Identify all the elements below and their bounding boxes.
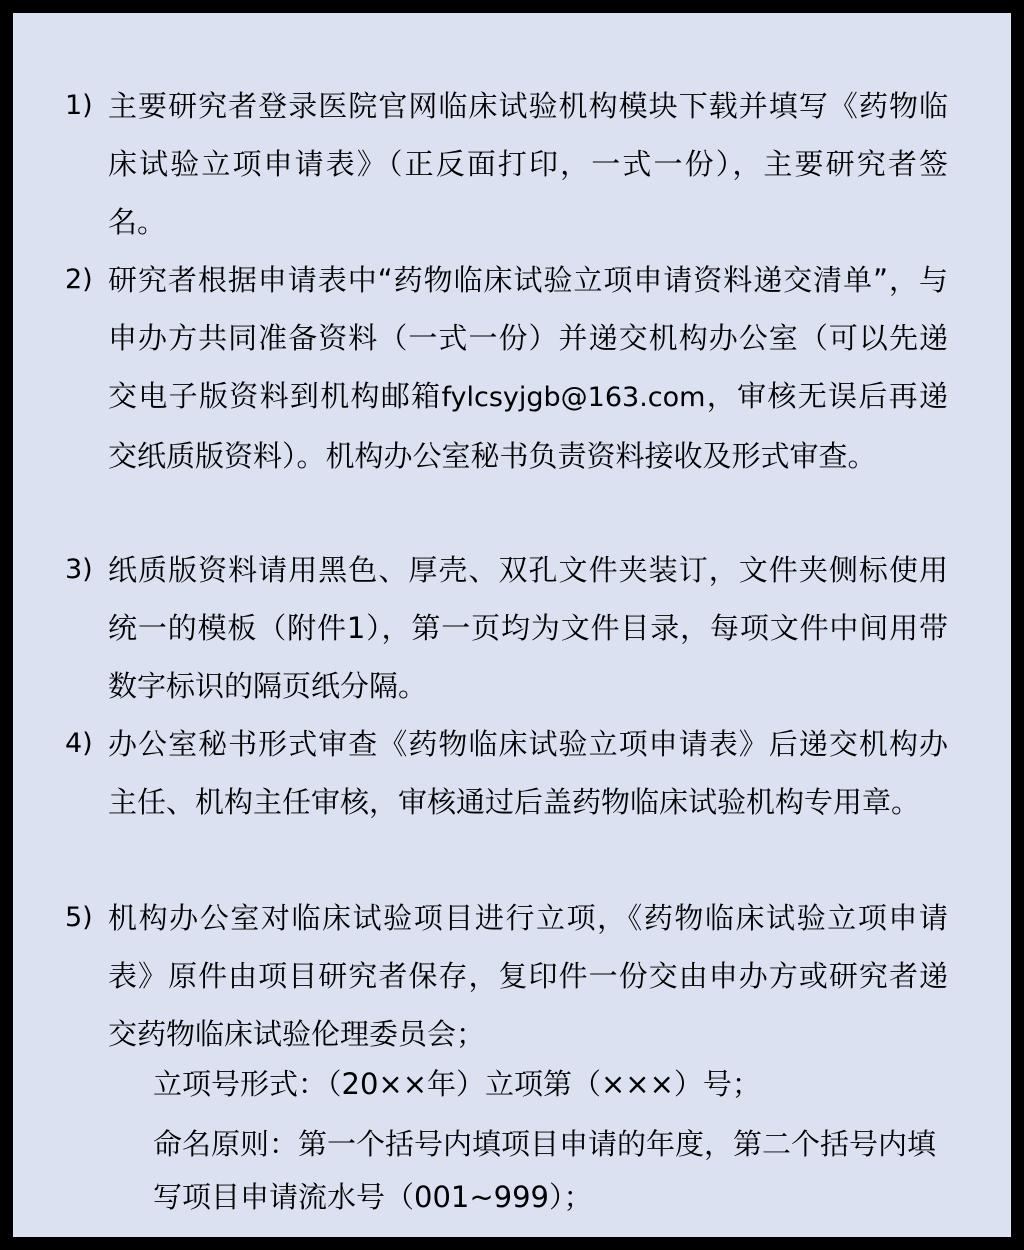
item-number: 3)	[65, 554, 93, 585]
item-number: 4)	[65, 728, 93, 759]
item-text-part: 研究者根据申请表中“药物临床试验立项申请资料递交清单”，与申办方共同准备资料（一式一份）并递交机构办公室（可以先递交电子版资料到机构邮箱	[108, 263, 948, 413]
email-address: fylcsyjgb@163.com	[441, 382, 706, 413]
item-number: 1)	[65, 90, 93, 121]
item-number: 2)	[65, 264, 93, 295]
item-text: 机构办公室对临床试验项目进行立项，《药物临床试验立项申请表》原件由项目研究者保存，复印件一份交由申办方或研究者递交药物临床试验伦理委员会；	[108, 901, 948, 1051]
item-text	[108, 251, 948, 485]
project-number-format: 立项号形式：（20××年）立项第（×××）号；	[153, 1067, 761, 1101]
naming-rule: 命名原则：第一个括号内填项目申请的年度，第二个括号内填写项目申请流水号（001~999）；	[153, 1127, 937, 1214]
content-panel	[11, 11, 1013, 1239]
item-number: 5)	[65, 902, 93, 933]
item-text: 纸质版资料请用黑色、厚壳、双孔文件夹装订，文件夹侧标使用统一的模板（附件1），第一页均为文件目录，每项文件中间用带数字标识的隔页纸分隔。	[108, 553, 948, 703]
item-text: 办公室秘书形式审查《药物临床试验立项申请表》后递交机构办主任、机构主任审核，审核通过后盖药物临床试验机构专用章。	[108, 727, 948, 819]
item-text-part: ，审核无误后再递交纸质版资料）。机构办公室秘书负责资料接收及形式审查。	[108, 379, 948, 473]
item-text: 主要研究者登录医院官网临床试验机构模块下载并填写《药物临床试验立项申请表》（正反面打印，一式一份），主要研究者签名。	[108, 89, 948, 239]
